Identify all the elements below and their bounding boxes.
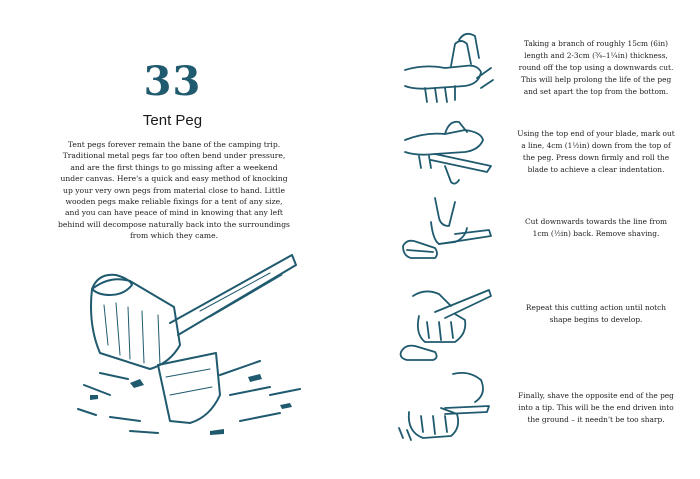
chapter-number: 33 [143, 58, 202, 105]
step-1-text: Taking a branch of roughly 15cm (6in) length and 2-3cm (¾–1¼in) thickness, round off the top using a downwards cut. This will help prolong the life of the peg and set apart the top from the bottom. [518, 39, 674, 96]
step-5 [0, 368, 700, 448]
step-4-text: Repeat this cutting action until notch shape begins to develop. [525, 303, 667, 324]
hand-notching-icon [395, 282, 495, 362]
intro-paragraph: Tent pegs forever remain the bane of the camping trip. Traditional metal pegs far too often bend under pressure, and are the first things to go missing after a weekend under canvas. Here's a quick and easy method of knocking up your very own pegs from material close to hand. Little wooden pegs make reliable fixings for a tent of any size, and you can have peace of mind in knowing that any left behind will decompose naturally back into the surroundings from which they came. [58, 140, 290, 241]
chapter-title: Tent Peg [142, 112, 203, 129]
step-5-text: Finally, shave the opposite end of the peg into a tip. This will be the end driven into the ground – it needn't be too sharp. [518, 391, 674, 424]
hand-sharpening-tip-icon [395, 368, 495, 448]
step-2-text: Using the top end of your blade, mark out a line, 4cm (1½in) down from the top of the peg. Press down firmly and roll the blade to achieve a clear indentation. [517, 129, 675, 174]
step-3-text: Cut downwards towards the line from 1cm (½in) back. Remove shaving. [524, 217, 668, 238]
hand-cutting-down-icon [395, 192, 495, 272]
hand-rounding-top-icon [395, 28, 495, 108]
step-1 [0, 28, 700, 108]
hand-marking-line-icon [395, 110, 495, 190]
step-4 [0, 282, 700, 362]
step-2 [0, 110, 700, 190]
step-3 [0, 192, 700, 272]
